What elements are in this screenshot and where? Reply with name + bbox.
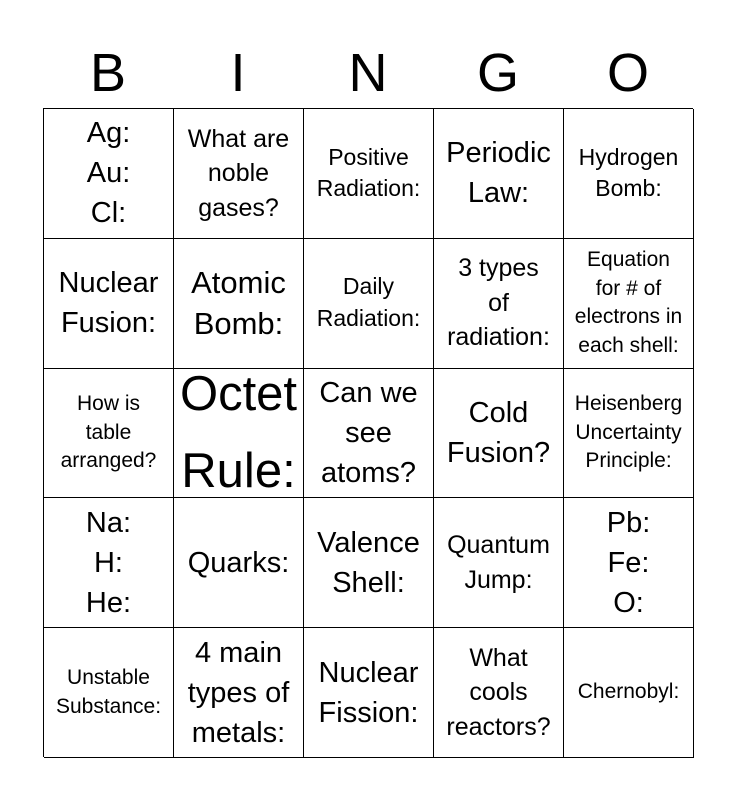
bingo-cell-text: What are noble gases?	[187, 124, 290, 222]
bingo-cell-r3-c5	[564, 369, 694, 499]
bingo-cell-text: What cools reactors?	[446, 643, 551, 741]
bingo-cell-r5-c1	[44, 628, 174, 758]
bingo-cell-text: Chernobyl:	[577, 680, 680, 704]
bingo-cell-r5-c5	[564, 628, 694, 758]
bingo-cell-text: Periodic Law:	[446, 137, 551, 210]
bingo-cell-r1-c2	[174, 109, 304, 239]
bingo-cell-text: Equation for # of electrons in each shell:	[574, 248, 683, 357]
bingo-cell-r2-c2	[174, 239, 304, 369]
bingo-cell-r4-c4	[434, 498, 564, 628]
bingo-cell-r4-c1	[44, 498, 174, 628]
bingo-cell-text: Quarks:	[187, 546, 290, 579]
bingo-cell-r5-c3	[304, 628, 434, 758]
bingo-cell-text: Hydrogen Bomb:	[578, 143, 679, 202]
bingo-cell-text: Quantum Jump:	[447, 531, 550, 594]
bingo-cell-r3-c4	[434, 369, 564, 499]
bingo-cell-text: Can we see atoms?	[319, 376, 418, 489]
bingo-cell-text: Ag: Au: Cl:	[86, 117, 131, 230]
header-letter-b: B	[89, 43, 127, 103]
bingo-cell-r5-c4	[434, 628, 564, 758]
bingo-header	[43, 38, 693, 108]
bingo-cell-text: Cold Fusion?	[446, 396, 551, 469]
bingo-cell-text: How is table arranged?	[60, 392, 157, 473]
header-letter-o: O	[606, 43, 649, 103]
bingo-cell-text: Atomic Bomb:	[191, 264, 286, 342]
header-letter-n: N	[348, 43, 388, 103]
bingo-cell-r3-c3	[304, 369, 434, 499]
bingo-cell-text: Na: H: He:	[85, 506, 132, 619]
bingo-cell-r5-c2	[174, 628, 304, 758]
bingo-cell-text: Nuclear Fusion:	[58, 267, 159, 340]
bingo-cell-r1-c5	[564, 109, 694, 239]
bingo-cell-r2-c1	[44, 239, 174, 369]
bingo-cell-r1-c1	[44, 109, 174, 239]
bingo-cell-text: Daily Radiation:	[316, 273, 421, 332]
bingo-cell-text: Octet Rule:	[179, 368, 298, 498]
bingo-cell-r3-c2	[174, 369, 304, 499]
bingo-cell-text: 4 main types of metals:	[187, 636, 290, 749]
bingo-cell-r4-c5	[564, 498, 694, 628]
bingo-cell-text: Nuclear Fission:	[318, 656, 419, 729]
bingo-cell-r4-c2	[174, 498, 304, 628]
bingo-cell-r1-c3	[304, 109, 434, 239]
header-letter-i: I	[230, 43, 246, 103]
bingo-cell-r4-c3	[304, 498, 434, 628]
bingo-cell-text: Pb: Fe: O:	[606, 506, 651, 619]
bingo-board	[43, 108, 693, 757]
bingo-cell-r2-c3	[304, 239, 434, 369]
bingo-cell-text: 3 types of radiation:	[447, 254, 550, 352]
header-letter-g: G	[476, 43, 519, 103]
bingo-cell-text: Heisenberg Uncertainty Principle:	[574, 392, 683, 473]
bingo-cell-r3-c1	[44, 369, 174, 499]
bingo-cell-text: Positive Radiation:	[316, 143, 421, 202]
bingo-cell-r2-c5	[564, 239, 694, 369]
bingo-cell-r1-c4	[434, 109, 564, 239]
bingo-cell-text: Valence Shell:	[317, 526, 420, 599]
bingo-cell-r2-c4	[434, 239, 564, 369]
bingo-cell-text: Unstable Substance:	[55, 666, 162, 718]
